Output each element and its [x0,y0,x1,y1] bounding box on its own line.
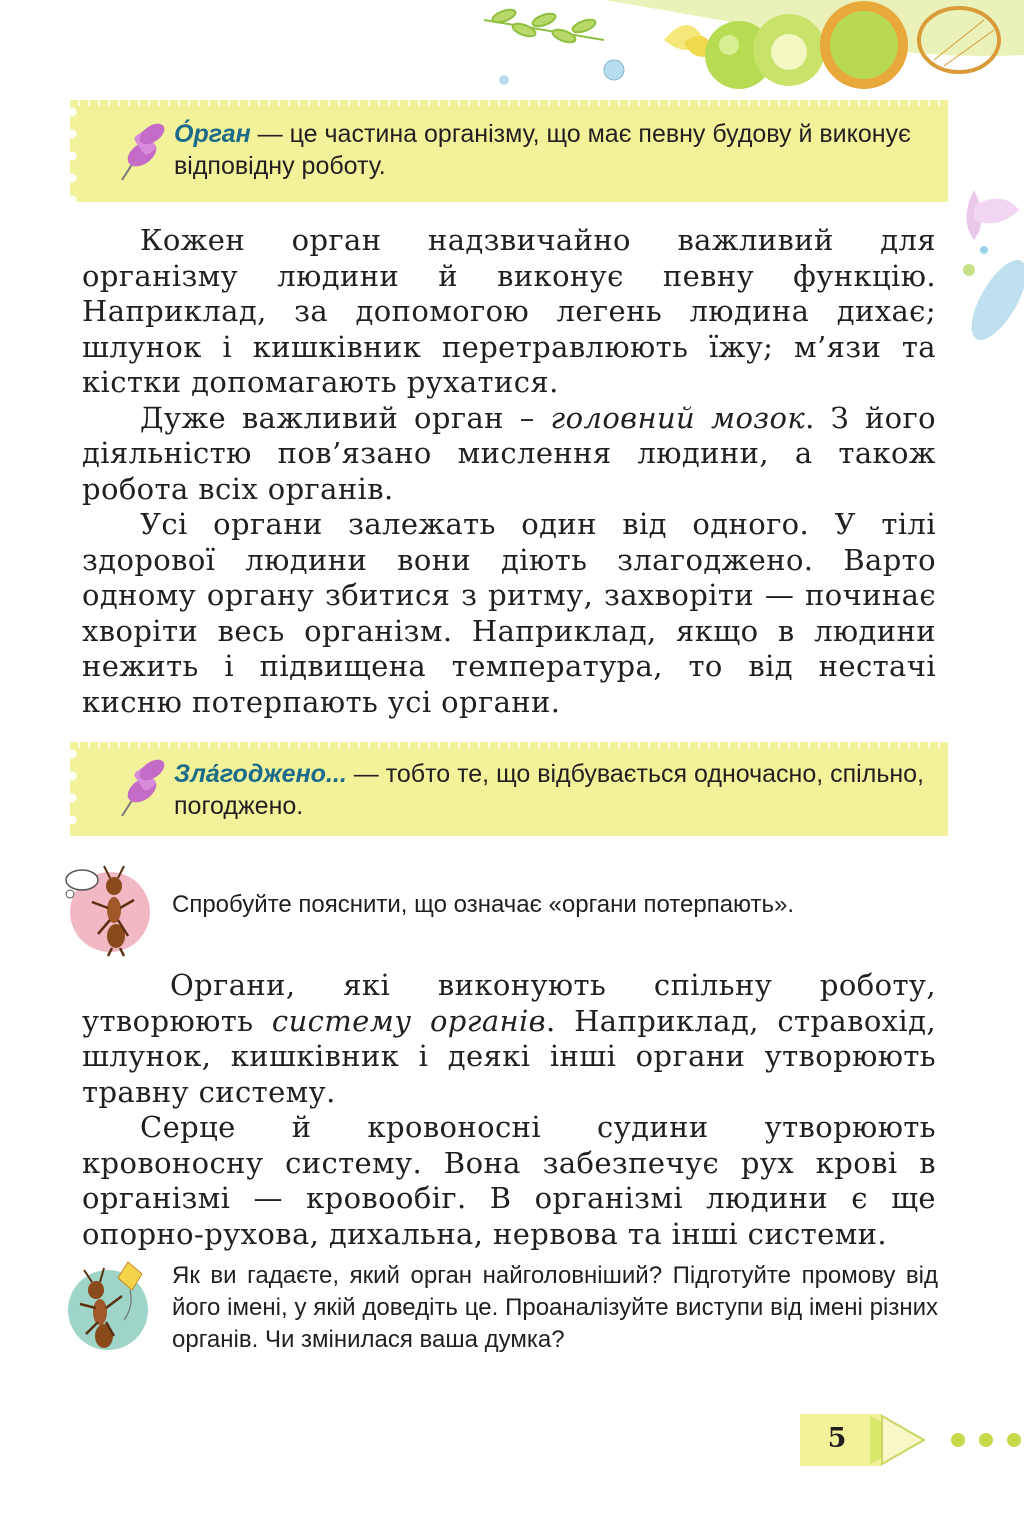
leaves-butterfly-decoration [944,180,1024,360]
definition-text [174,758,926,822]
pushpin-icon [112,754,166,824]
paragraph: Серце й кровоносні судини утворюють кровоносну систему. Вона забезпечує рух крові в організмі — кровообіг. В організмі людини є ще опорно-рухова, дихальна, нервова та інші системи. [82,1110,936,1251]
emphasis-term: систему органів [271,1003,546,1038]
paragraph: Кожен орган надзвичайно важливий для організму людини й виконує певну функцію. Наприклад, за допомогою легень людина дихає; шлунок і кишківник перетравлюють їжу; м’язи та кістки допомагають рухатися. [82,223,936,399]
pushpin-icon [112,118,166,188]
definition-body: — тобто те, що відбувається одночасно, спільно, погоджено. [174,760,925,820]
body-text-2 [82,968,936,1252]
definition-text [174,118,926,182]
definition-box-harmonious [70,742,948,836]
task-question: Спробуйте пояснити, що означає «органи потерпають». [172,891,795,918]
thinking-ant-icon [58,858,154,958]
definition-body: — це частина організму, що має певну будову й виконує відповідну роботу. [174,120,911,180]
definition-box-organ [70,100,948,202]
page-number: 5 [827,1423,847,1454]
paragraph: Усі органи залежать один від одного. У тілі здорової людини вони діють злагоджено. Варто одному органу збитися з ритму, захворіти — починає хворіти весь організм. Наприклад, якщо в людини нежить і підвищена температура, то від нестачі кисню потерпають усі органи. [82,507,936,719]
body-text-1 [82,223,936,720]
definition-term: Зла́годжено... [174,760,347,788]
paragraph: Дуже важливий орган – головний мозок. З його діяльністю пов’язано мислення людини, а також робота всіх органів. [82,400,936,506]
ant-with-kite-icon [62,1256,154,1356]
task-question: Як ви гадаєте, який орган найголовніший? Підготуйте промову від його імені, у якій доведіть це. Проаналізуйте виступи від імені різних органів. Чи змінилася ваша думка? [172,1262,938,1353]
paragraph: Органи, які виконують спільну роботу, утворюють систему органів. Наприклад, стравохід, шлунок, кишківник і деякі інші органи утворюють травну систему. [82,968,936,1109]
definition-term: О́рган [174,120,251,148]
emphasis-term: головний мозок [550,400,806,435]
